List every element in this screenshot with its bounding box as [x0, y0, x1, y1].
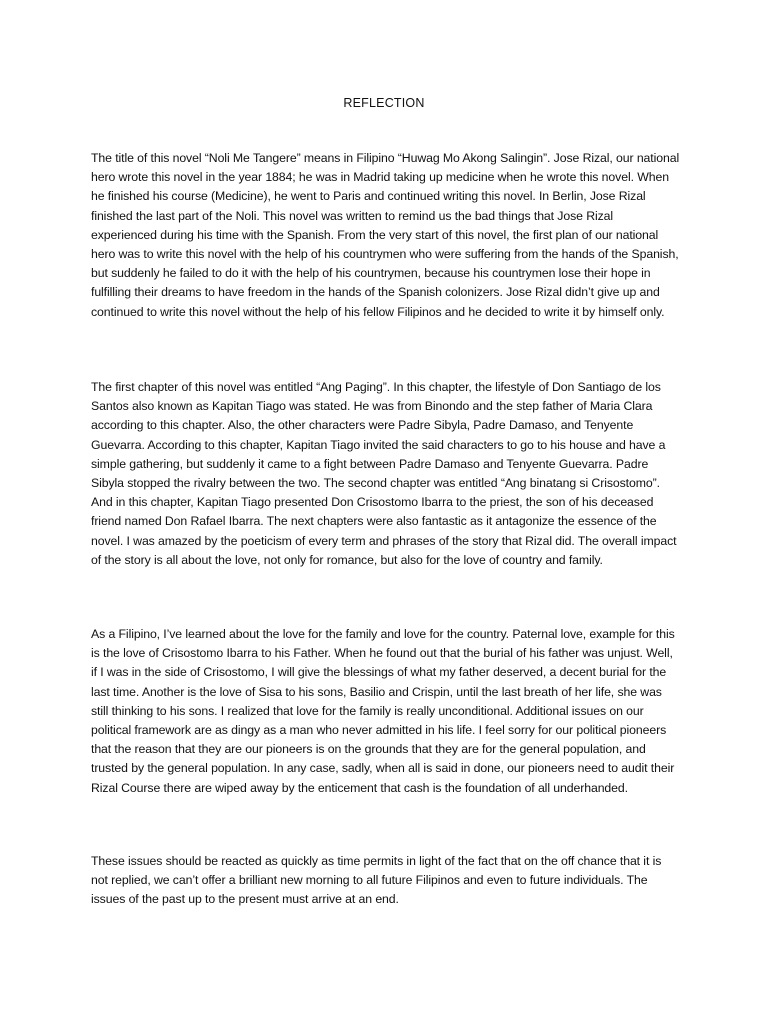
paragraph-1: The title of this novel “Noli Me Tangere” means in Filipino “Huwag Mo Akong Salingin”. Jose Rizal, our national hero wrote this novel in the year 1884; he was in Madrid taking up medicine when he wrote this novel. When he finished his course (Medicine), he went to Paris and continued writing this novel. In Berlin, Jose Rizal finished the last part of the Noli. This novel was written to remind us the bad things that Jose Rizal experienced during his time with the Spanish. From the very start of this novel, the first plan of our national hero was to write this novel with the help of his countrymen who were suffering from the hands of the Spanish, but suddenly he failed to do it with the help of his countrymen, because his countrymen lose their hope in fulfilling their dreams to have freedom in the hands of the Spanish colonizers. Jose Rizal didn’t give up and continued to write this novel without the help of his fellow Filipinos and he decided to write it by himself only.	[91, 151, 680, 319]
paragraph-4: These issues should be reacted as quickly as time permits in light of the fact that on the off chance that it is not replied, we can’t offer a brilliant new morning to all future Filipinos and even to future individuals. The issues of the past up to the present must arrive at an end.	[91, 854, 662, 907]
paragraph-2: The first chapter of this novel was entitled “Ang Paging”. In this chapter, the lifestyle of Don Santiago de los Santos also known as Kapitan Tiago was stated. He was from Binondo and the step father of Maria Clara according to this chapter. Also, the other characters were Padre Sibyla, Padre Damaso, and Tenyente Guevarra. According to this chapter, Kapitan Tiago invited the said characters to go to his house and have a simple gathering, but suddenly it came to a fight between Padre Damaso and Tenyente Guevarra. Padre Sibyla stopped the rivalry between the two. The second chapter was entitled “Ang binatang si Crisostomo”. And in this chapter, Kapitan Tiago presented Don Crisostomo Ibarra to the priest, the son of his deceased friend named Don Rafael Ibarra. The next chapters were also fantastic as it antagonize the essence of the novel. I was amazed by the poeticism of every term and phrases of the story that Rizal did. The overall impact of the story is all about the love, not only for romance, but also for the love of country and family.	[91, 380, 677, 567]
paragraph-3: As a Filipino, I’ve learned about the love for the family and love for the country. Paternal love, example for this is the love of Crisostomo Ibarra to his Father. When he found out that the burial of his father was unjust. Well, if I was in the side of Crisostomo, I will give the blessings of what my father deserved, a decent burial for the last time. Another is the love of Sisa to his sons, Basilio and Crispin, until the last breath of her life, she was still thinking to his sons. I realized that love for the family is really unconditional. Additional issues on our political framework are as dingy as a man who never admitted in his life. I feel sorry for our political pioneers that the reason that they are our pioneers is on the grounds that they are for the general population, and trusted by the general population. In any case, sadly, when all is said in done, our pioneers need to audit their Rizal Course there are wiped away by the enticement that cash is the foundation of all underhanded.	[91, 627, 675, 795]
document-title: REFLECTION	[343, 96, 425, 110]
